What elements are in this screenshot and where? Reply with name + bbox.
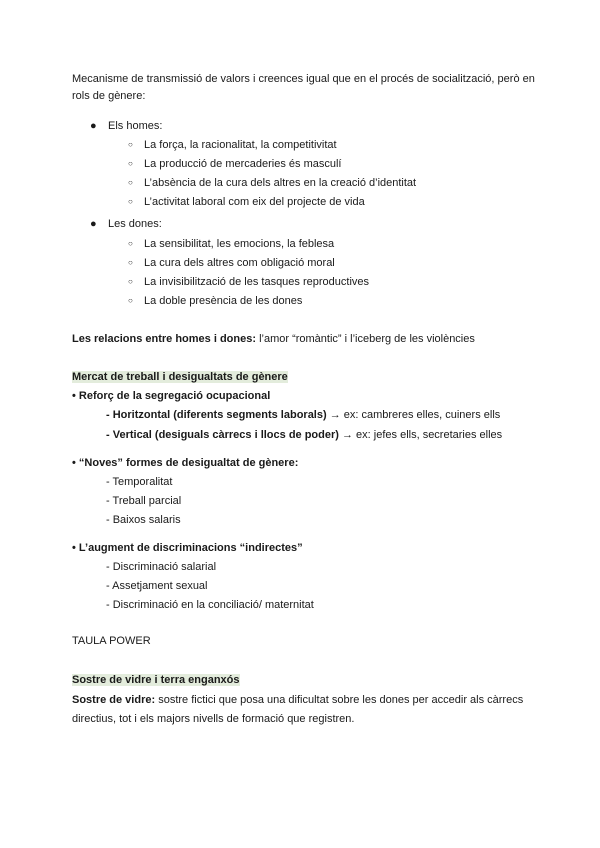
bullet-dot-icon: ● [90,120,97,132]
list-item: ○ La cura dels altres com obligació moral [128,257,335,269]
bullet-dot-icon: ● [90,218,97,230]
reforc-heading: • Reforç de la segregació ocupacional [72,390,271,402]
sostre-paragraph: Sostre de vidre: sostre fictici que posa una dificultat sobre les dones per accedir als càrrecs directius, tot i els majors nivells de formació que registren. [72,694,524,725]
horitzontal-line: - Horitzontal (diferents segments laborals) → ex: cambreres elles, cuiners ells [106,409,501,421]
list-item: ○ La doble presència de les dones [128,295,303,307]
list-item: - Discriminació salarial [106,561,217,573]
bullet-homes: ● Els homes: [90,118,162,135]
circle-bullet-icon: ○ [128,277,133,286]
sostre-heading: Sostre de vidre i terra enganxós [72,674,240,686]
circle-bullet-icon: ○ [128,296,133,305]
list-item: - Discriminació en la conciliació/ maternitat [106,599,314,611]
list-item: - Assetjament sexual [106,580,208,592]
taula-power: TAULA POWER [72,635,151,647]
vertical-line: - Vertical (desiguals càrrecs i llocs de poder) → ex: jefes ells, secretaries elles [106,429,503,441]
noves-heading: • “Noves” formes de desigualtat de gènere: [72,457,299,469]
list-item: ○ La producció de mercaderies és masculí [128,158,342,170]
list-item: - Treball parcial [106,495,182,507]
list-item: ○ La sensibilitat, les emocions, la feblesa [128,238,335,250]
circle-bullet-icon: ○ [128,197,133,206]
relacions-line: Les relacions entre homes i dones: l’amor “romàntic” i l’iceberg de les violències [72,333,475,345]
bullet-dones: ● Les dones: [90,216,162,233]
circle-bullet-icon: ○ [128,178,133,187]
list-item: ○ La força, la racionalitat, la competitivitat [128,139,337,151]
circle-bullet-icon: ○ [128,239,133,248]
circle-bullet-icon: ○ [128,140,133,149]
list-item: ○ La invisibilització de les tasques reproductives [128,276,370,288]
list-item: - Temporalitat [106,476,173,488]
mercat-heading: Mercat de treball i desigualtats de gènere [72,371,288,383]
intro-paragraph: Mecanisme de transmissió de valors i creences igual que en el procés de socialització, però en rols de gènere: [72,73,535,103]
list-item: ○ L’activitat laboral com eix del projecte de vida [128,196,365,208]
circle-bullet-icon: ○ [128,159,133,168]
list-item: ○ L’absència de la cura dels altres en la creació d’identitat [128,177,417,189]
augment-heading: • L’augment de discriminacions “indirectes” [72,542,303,554]
list-item: - Baixos salaris [106,514,181,526]
circle-bullet-icon: ○ [128,258,133,267]
